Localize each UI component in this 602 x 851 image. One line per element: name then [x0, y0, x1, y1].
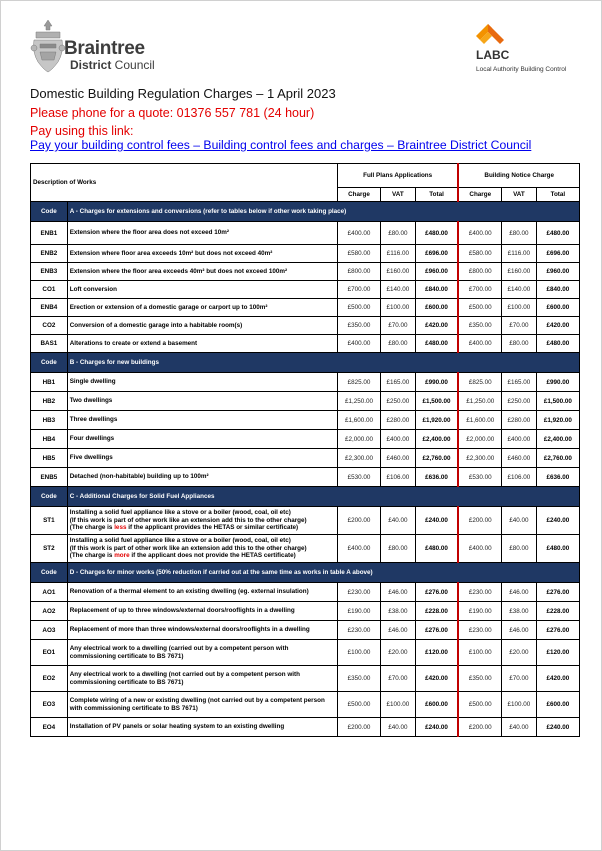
- table-row: [31, 666, 580, 692]
- col-total-full: Total: [415, 188, 458, 202]
- row-description: Three dwellings: [67, 411, 337, 430]
- full-vat: £460.00: [381, 449, 416, 468]
- row-description: Five dwellings: [67, 449, 337, 468]
- full-total: £240.00: [415, 718, 458, 737]
- full-charge: £230.00: [337, 583, 380, 602]
- row-description: Replacement of up to three windows/external doors/rooflights in a dwelling: [67, 602, 337, 621]
- row-code: ENB2: [31, 245, 68, 263]
- notice-vat: £70.00: [502, 317, 537, 335]
- section-code-label: Code: [31, 353, 68, 373]
- note-text: (The charge is: [69, 552, 115, 560]
- row-code: AO3: [31, 621, 68, 640]
- row-description: Conversion of a domestic garage into a habitable room(s): [67, 317, 337, 335]
- full-charge: £400.00: [337, 535, 380, 563]
- full-vat: £40.00: [381, 507, 416, 535]
- row-code: ENB1: [31, 222, 68, 245]
- full-charge: £500.00: [337, 692, 380, 718]
- full-vat: £20.00: [381, 640, 416, 666]
- row-code: ST2: [31, 535, 68, 563]
- row-code: CO1: [31, 281, 68, 299]
- notice-charge: £230.00: [458, 583, 501, 602]
- note-highlight: less: [114, 524, 127, 532]
- table-row: [31, 245, 580, 263]
- notice-vat: £140.00: [502, 281, 537, 299]
- notice-vat: £80.00: [502, 335, 537, 353]
- notice-vat: £116.00: [502, 245, 537, 263]
- notice-vat: £46.00: [502, 583, 537, 602]
- note-highlight: more: [114, 552, 130, 560]
- pay-label: Pay using this link:: [30, 124, 134, 138]
- full-vat: £100.00: [381, 692, 416, 718]
- notice-total: £1,920.00: [536, 411, 579, 430]
- full-vat: £116.00: [381, 245, 416, 263]
- table-row: [31, 222, 580, 245]
- table-row: [31, 468, 580, 487]
- council-logo: [30, 18, 180, 78]
- notice-vat: £400.00: [502, 430, 537, 449]
- full-vat: £38.00: [381, 602, 416, 621]
- row-code: EO3: [31, 692, 68, 718]
- notice-vat: £165.00: [502, 373, 537, 392]
- full-vat: £106.00: [381, 468, 416, 487]
- table-row: [31, 583, 580, 602]
- table-row: [31, 411, 580, 430]
- notice-charge: £800.00: [458, 263, 501, 281]
- logo-district: District: [70, 58, 112, 72]
- row-description: Erection or extension of a domestic garage or carport up to 100m²: [67, 299, 337, 317]
- section-code-label: Code: [31, 487, 68, 507]
- notice-vat: £460.00: [502, 449, 537, 468]
- full-total: £2,760.00: [415, 449, 458, 468]
- notice-charge: £500.00: [458, 299, 501, 317]
- notice-vat: £106.00: [502, 468, 537, 487]
- notice-total: £600.00: [536, 692, 579, 718]
- full-vat: £140.00: [381, 281, 416, 299]
- row-code: HB2: [31, 392, 68, 411]
- logo-district-council: [70, 58, 155, 72]
- labc-subtext: Local Authority Building Control: [476, 66, 567, 73]
- row-description: Four dwellings: [67, 430, 337, 449]
- full-vat: £46.00: [381, 621, 416, 640]
- row-code: EO4: [31, 718, 68, 737]
- row-code: EO2: [31, 666, 68, 692]
- row-code: AO1: [31, 583, 68, 602]
- full-charge: £230.00: [337, 621, 380, 640]
- notice-total: £276.00: [536, 621, 579, 640]
- notice-charge: £230.00: [458, 621, 501, 640]
- row-code: ST1: [31, 507, 68, 535]
- notice-charge: £400.00: [458, 535, 501, 563]
- notice-charge: £825.00: [458, 373, 501, 392]
- row-code: AO2: [31, 602, 68, 621]
- full-total: £600.00: [415, 299, 458, 317]
- notice-vat: £20.00: [502, 640, 537, 666]
- full-total: £480.00: [415, 335, 458, 353]
- full-total: £636.00: [415, 468, 458, 487]
- phone-quote: Please phone for a quote: 01376 557 781 (24 hour): [30, 106, 315, 120]
- description-line: Installing a solid fuel appliance like a stove or a boiler (wood, coal, oil etc): [69, 537, 291, 545]
- full-total: £120.00: [415, 640, 458, 666]
- notice-vat: £250.00: [502, 392, 537, 411]
- full-total: £600.00: [415, 692, 458, 718]
- table-row: [31, 621, 580, 640]
- full-total: £840.00: [415, 281, 458, 299]
- full-total: £420.00: [415, 666, 458, 692]
- note-text: if the applicant does not provide the HETAS certificate): [129, 552, 296, 560]
- full-vat: £100.00: [381, 299, 416, 317]
- table-row: [31, 507, 580, 535]
- notice-charge: £700.00: [458, 281, 501, 299]
- table-row: [31, 373, 580, 392]
- notice-total: £480.00: [536, 535, 579, 563]
- full-total: £420.00: [415, 317, 458, 335]
- notice-charge: £580.00: [458, 245, 501, 263]
- notice-charge: £2,300.00: [458, 449, 501, 468]
- group-building-notice: Building Notice Charge: [458, 164, 579, 188]
- notice-charge: £200.00: [458, 507, 501, 535]
- full-charge: £1,600.00: [337, 411, 380, 430]
- description-line: Installing a solid fuel appliance like a stove or a boiler (wood, coal, oil etc): [69, 509, 291, 517]
- notice-vat: £70.00: [502, 666, 537, 692]
- full-vat: £70.00: [381, 317, 416, 335]
- notice-total: £840.00: [536, 281, 579, 299]
- logo-council: Council: [111, 58, 155, 72]
- notice-vat: £40.00: [502, 507, 537, 535]
- notice-charge: £530.00: [458, 468, 501, 487]
- section-title: D - Charges for minor works (50% reduction if carried out at the same time as works in table A above): [67, 563, 579, 583]
- full-total: £990.00: [415, 373, 458, 392]
- row-code: BAS1: [31, 335, 68, 353]
- full-charge: £350.00: [337, 666, 380, 692]
- table-row: [31, 692, 580, 718]
- notice-total: £636.00: [536, 468, 579, 487]
- section-title: B - Charges for new buildings: [67, 353, 579, 373]
- full-charge: £800.00: [337, 263, 380, 281]
- table-row: [31, 299, 580, 317]
- full-total: £1,500.00: [415, 392, 458, 411]
- notice-charge: £1,600.00: [458, 411, 501, 430]
- charges-table: [30, 163, 580, 737]
- labc-text: LABC: [476, 48, 510, 62]
- notice-vat: £100.00: [502, 692, 537, 718]
- notice-charge: £400.00: [458, 222, 501, 245]
- note-text: (The charge is: [69, 524, 115, 532]
- full-total: £480.00: [415, 535, 458, 563]
- full-charge: £100.00: [337, 640, 380, 666]
- notice-total: £120.00: [536, 640, 579, 666]
- group-full-plans: Full Plans Applications: [337, 164, 458, 188]
- row-description: Alterations to create or extend a basement: [67, 335, 337, 353]
- notice-total: £1,500.00: [536, 392, 579, 411]
- notice-charge: £400.00: [458, 335, 501, 353]
- description-line: (If this work is part of other work like an extension add this to the other charge): [69, 516, 307, 524]
- full-vat: £46.00: [381, 583, 416, 602]
- pay-link[interactable]: Pay your building control fees – Building control fees and charges – Braintree District Council: [30, 138, 532, 152]
- table-row: [31, 449, 580, 468]
- full-vat: £40.00: [381, 718, 416, 737]
- notice-vat: £280.00: [502, 411, 537, 430]
- notice-total: £240.00: [536, 718, 579, 737]
- row-description: Any electrical work to a dwelling (carried out by a competent person with commissioning certificate to BS 7671): [67, 640, 337, 666]
- full-charge: £200.00: [337, 718, 380, 737]
- notice-total: £2,760.00: [536, 449, 579, 468]
- notice-total: £600.00: [536, 299, 579, 317]
- notice-vat: £38.00: [502, 602, 537, 621]
- row-code: HB3: [31, 411, 68, 430]
- row-code: CO2: [31, 317, 68, 335]
- logo-braintree: Braintree: [64, 38, 145, 59]
- notice-charge: £190.00: [458, 602, 501, 621]
- full-charge: £2,000.00: [337, 430, 380, 449]
- row-description: Two dwellings: [67, 392, 337, 411]
- section-title: C - Additional Charges for Solid Fuel Appliances: [67, 487, 579, 507]
- table-row: [31, 718, 580, 737]
- row-description: Extension where the floor area exceeds 40m² but does not exceed 100m²: [67, 263, 337, 281]
- table-row: [31, 535, 580, 563]
- table-row: [31, 430, 580, 449]
- col-vat-notice: VAT: [502, 188, 537, 202]
- description-line: (If this work is part of other work like an extension add this to the other charge): [69, 544, 307, 552]
- notice-charge: £2,000.00: [458, 430, 501, 449]
- full-charge: £500.00: [337, 299, 380, 317]
- row-description: Renovation of a thermal element to an existing dwelling (eg. external insulation): [67, 583, 337, 602]
- notice-total: £990.00: [536, 373, 579, 392]
- notice-total: £420.00: [536, 317, 579, 335]
- notice-total: £480.00: [536, 222, 579, 245]
- labc-logo: [470, 24, 580, 79]
- full-total: £276.00: [415, 583, 458, 602]
- full-vat: £80.00: [381, 222, 416, 245]
- full-charge: £400.00: [337, 335, 380, 353]
- full-vat: £80.00: [381, 535, 416, 563]
- full-total: £960.00: [415, 263, 458, 281]
- section-header-row: [31, 353, 580, 373]
- crest-icon: [30, 18, 66, 74]
- table-row: [31, 281, 580, 299]
- full-vat: £80.00: [381, 335, 416, 353]
- section-header-row: [31, 202, 580, 222]
- notice-vat: £40.00: [502, 718, 537, 737]
- row-code: ENB5: [31, 468, 68, 487]
- labc-roof-icon: [476, 24, 504, 48]
- full-total: £240.00: [415, 507, 458, 535]
- full-charge: £200.00: [337, 507, 380, 535]
- row-description: Any electrical work to a dwelling (not carried out by a competent person with commissioning certificate to BS 7671): [67, 666, 337, 692]
- full-total: £2,400.00: [415, 430, 458, 449]
- row-description: Single dwelling: [67, 373, 337, 392]
- table-row: [31, 392, 580, 411]
- full-vat: £400.00: [381, 430, 416, 449]
- notice-vat: £80.00: [502, 535, 537, 563]
- row-description: [67, 507, 337, 535]
- notice-vat: £80.00: [502, 222, 537, 245]
- full-charge: £1,250.00: [337, 392, 380, 411]
- full-total: £1,920.00: [415, 411, 458, 430]
- notice-total: £2,400.00: [536, 430, 579, 449]
- page-title: Domestic Building Regulation Charges – 1 April 2023: [30, 86, 336, 101]
- full-vat: £70.00: [381, 666, 416, 692]
- section-code-label: Code: [31, 202, 68, 222]
- col-charge-notice: Charge: [458, 188, 501, 202]
- row-description: Extension where floor area exceeds 10m² but does not exceed 40m²: [67, 245, 337, 263]
- full-charge: £825.00: [337, 373, 380, 392]
- notice-total: £228.00: [536, 602, 579, 621]
- row-code: ENB4: [31, 299, 68, 317]
- row-description: Installation of PV panels or solar heating system to an existing dwelling: [67, 718, 337, 737]
- section-code-label: Code: [31, 563, 68, 583]
- notice-charge: £100.00: [458, 640, 501, 666]
- row-description: [67, 535, 337, 563]
- full-charge: £190.00: [337, 602, 380, 621]
- notice-total: £420.00: [536, 666, 579, 692]
- notice-total: £240.00: [536, 507, 579, 535]
- row-description: Loft conversion: [67, 281, 337, 299]
- notice-charge: £350.00: [458, 666, 501, 692]
- section-header-row: [31, 563, 580, 583]
- notice-vat: £100.00: [502, 299, 537, 317]
- full-charge: £2,300.00: [337, 449, 380, 468]
- full-vat: £280.00: [381, 411, 416, 430]
- section-title: A - Charges for extensions and conversions (refer to tables below if other work taking place): [67, 202, 579, 222]
- full-vat: £165.00: [381, 373, 416, 392]
- table-row: [31, 640, 580, 666]
- col-vat-full: VAT: [381, 188, 416, 202]
- col-total-notice: Total: [536, 188, 579, 202]
- full-total: £276.00: [415, 621, 458, 640]
- full-charge: £400.00: [337, 222, 380, 245]
- table-row: [31, 602, 580, 621]
- notice-charge: £200.00: [458, 718, 501, 737]
- row-code: HB1: [31, 373, 68, 392]
- notice-total: £960.00: [536, 263, 579, 281]
- full-vat: £160.00: [381, 263, 416, 281]
- notice-vat: £160.00: [502, 263, 537, 281]
- table-row: [31, 263, 580, 281]
- row-code: EO1: [31, 640, 68, 666]
- table-title: Description of Works: [31, 164, 338, 202]
- notice-total: £480.00: [536, 335, 579, 353]
- notice-charge: £1,250.00: [458, 392, 501, 411]
- section-header-row: [31, 487, 580, 507]
- full-charge: £530.00: [337, 468, 380, 487]
- notice-total: £696.00: [536, 245, 579, 263]
- notice-charge: £500.00: [458, 692, 501, 718]
- row-description: Complete wiring of a new or existing dwelling (not carried out by a competent person with commissioning certificate to BS 7671): [67, 692, 337, 718]
- row-code: HB5: [31, 449, 68, 468]
- full-charge: £700.00: [337, 281, 380, 299]
- table-row: [31, 317, 580, 335]
- notice-total: £276.00: [536, 583, 579, 602]
- notice-charge: £350.00: [458, 317, 501, 335]
- row-code: ENB3: [31, 263, 68, 281]
- note-text: if the applicant provides the HETAS or similar certificate): [126, 524, 299, 532]
- full-total: £696.00: [415, 245, 458, 263]
- row-code: HB4: [31, 430, 68, 449]
- table-row: [31, 335, 580, 353]
- full-vat: £250.00: [381, 392, 416, 411]
- full-total: £228.00: [415, 602, 458, 621]
- col-charge-full: Charge: [337, 188, 380, 202]
- notice-vat: £46.00: [502, 621, 537, 640]
- full-charge: £350.00: [337, 317, 380, 335]
- full-charge: £580.00: [337, 245, 380, 263]
- full-total: £480.00: [415, 222, 458, 245]
- row-description: Replacement of more than three windows/external doors/rooflights in a dwelling: [67, 621, 337, 640]
- row-description: Detached (non-habitable) building up to 100m²: [67, 468, 337, 487]
- row-description: Extension where the floor area does not exceed 10m²: [67, 222, 337, 245]
